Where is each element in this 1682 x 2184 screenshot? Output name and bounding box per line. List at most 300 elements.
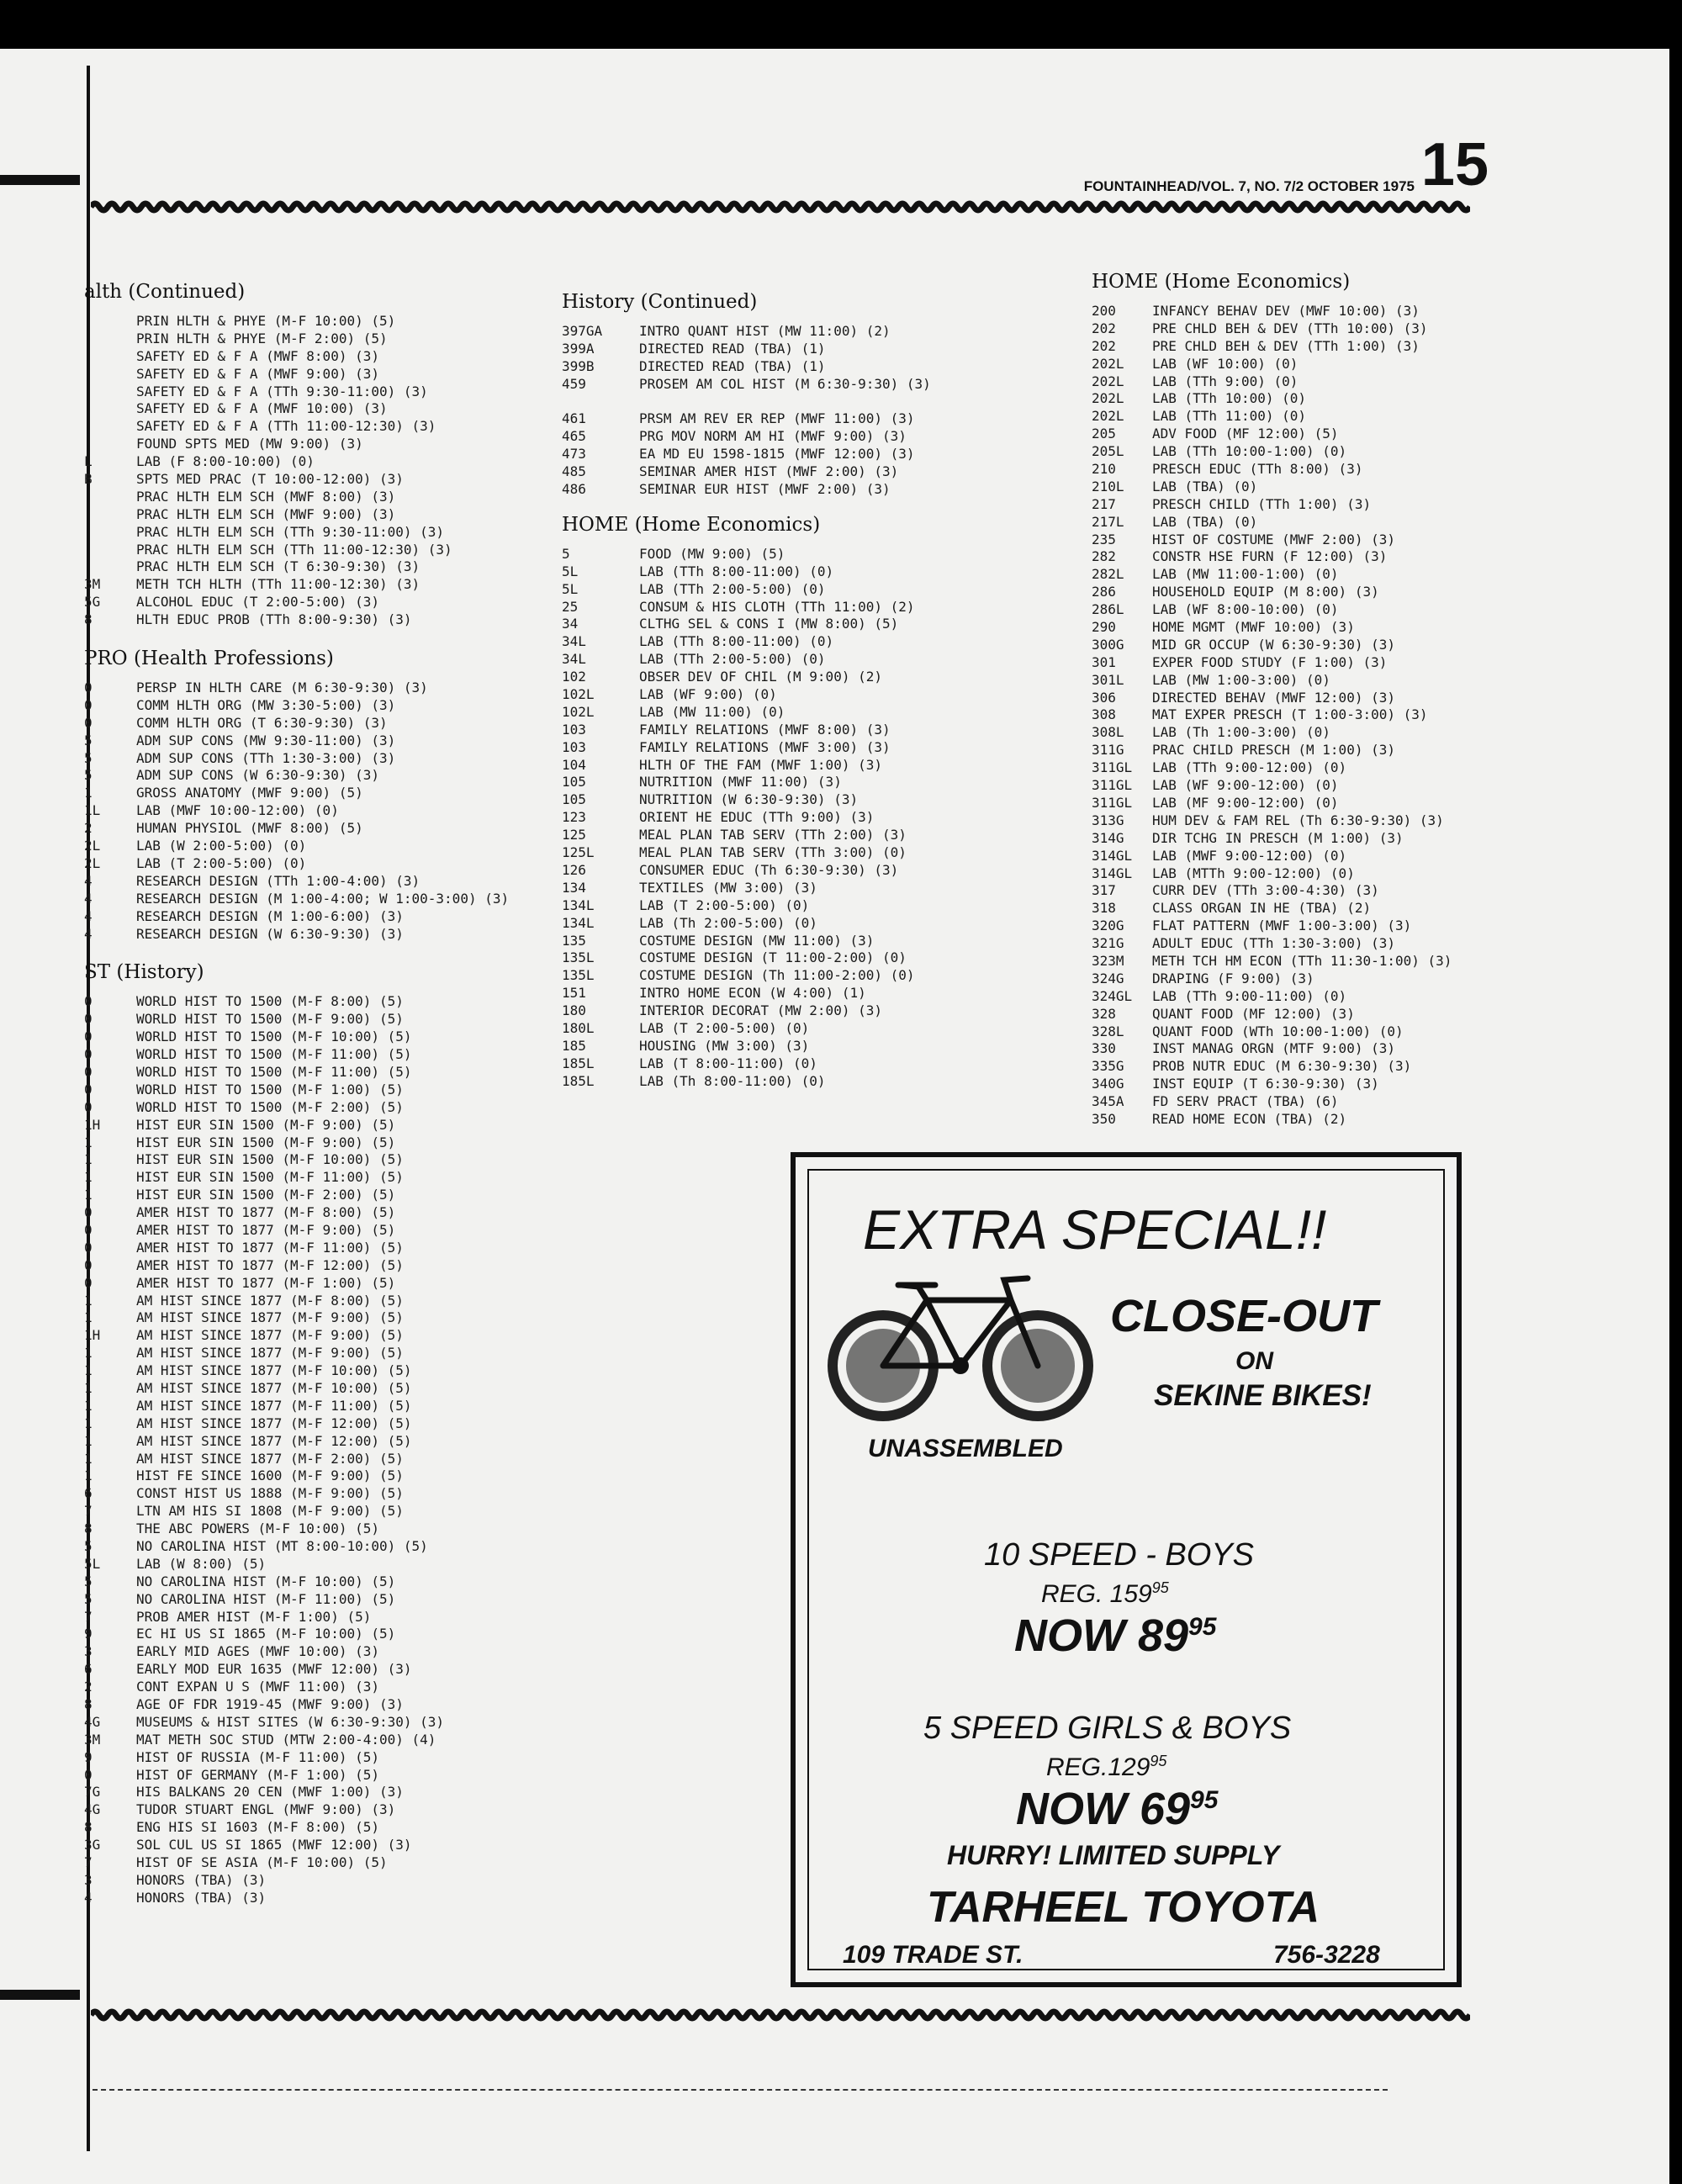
course-number: 0 xyxy=(84,1274,93,1291)
course-description: HONORS (TBA) (3) xyxy=(136,1871,267,1888)
course-description: LAB (TTh 10:00-1:00) (0) xyxy=(1152,443,1347,460)
course-row xyxy=(562,739,931,757)
course-number xyxy=(84,489,136,506)
course-description: QUANT FOOD (WTh 10:00-1:00) (0) xyxy=(1152,1023,1404,1039)
course-row xyxy=(84,1854,509,1872)
course-row xyxy=(562,933,931,950)
course-number: 311G xyxy=(1092,742,1124,759)
course-description: PRSM AM REV ER REP (MWF 11:00) (3) xyxy=(639,410,915,427)
course-number: 1 xyxy=(84,1151,93,1168)
course-number: 4G xyxy=(84,1713,101,1730)
course-description: EC HI US SI 1865 (M-F 10:00) (5) xyxy=(136,1626,396,1642)
course-description: ALCOHOL EDUC (T 2:00-5:00) (3) xyxy=(136,594,379,611)
course-description: LAB (MW 11:00-1:00) (0) xyxy=(1152,566,1339,583)
course-row xyxy=(1092,426,1452,443)
course-number xyxy=(84,348,136,366)
course-number: 323M xyxy=(1092,952,1124,969)
course-row xyxy=(84,453,509,471)
course-number: 5G xyxy=(84,594,101,611)
course-description: FOOD (MW 9:00) (5) xyxy=(639,545,785,562)
course-row xyxy=(84,1134,509,1152)
course-description: SEMINAR EUR HIST (MWF 2:00) (3) xyxy=(639,481,891,498)
course-row xyxy=(84,558,509,576)
course-description: RESEARCH DESIGN (W 6:30-9:30) (3) xyxy=(136,925,404,942)
course-description: CONSUMER EDUC (Th 6:30-9:30) (3) xyxy=(639,861,899,878)
course-description: AM HIST SINCE 1877 (M-F 12:00) (5) xyxy=(136,1415,412,1431)
course-number: 1 xyxy=(84,1450,93,1467)
course-row xyxy=(84,611,509,629)
course-number: 1 xyxy=(84,1415,93,1431)
course-number: 0 xyxy=(84,1011,93,1028)
course-description: AMER HIST TO 1877 (M-F 8:00) (5) xyxy=(136,1204,396,1221)
course-description: HIST EUR SIN 1500 (M-F 9:00) (5) xyxy=(136,1116,396,1133)
course-number: 0 xyxy=(84,696,93,713)
course-number: 1L xyxy=(84,802,101,819)
course-description: LAB (TTh 2:00-5:00) (0) xyxy=(639,580,826,597)
course-number: 4 xyxy=(84,890,93,907)
course-row xyxy=(1092,320,1452,338)
course-row xyxy=(562,616,931,633)
course-number: 1 xyxy=(84,1134,93,1150)
course-number: 5 xyxy=(84,1538,93,1554)
course-description: OBSER DEV OF CHIL (M 9:00) (2) xyxy=(639,669,882,685)
course-description: SAFETY ED & F A (MWF 10:00) (3) xyxy=(136,400,388,417)
left-dash-top xyxy=(0,175,80,185)
schedule-column xyxy=(562,291,931,1091)
course-row xyxy=(1092,917,1452,935)
course-row xyxy=(1092,935,1452,953)
course-number: 205L xyxy=(1092,443,1124,460)
course-row xyxy=(1092,566,1452,584)
course-description: COSTUME DESIGN (T 11:00-2:00) (0) xyxy=(639,949,907,966)
course-number: 1 xyxy=(84,1379,93,1396)
course-row xyxy=(1092,496,1452,514)
course-description: NUTRITION (MWF 11:00) (3) xyxy=(639,774,842,791)
course-description: HIST EUR SIN 1500 (M-F 10:00) (5) xyxy=(136,1151,404,1168)
course-description: PRAC HLTH ELM SCH (TTh 9:30-11:00) (3) xyxy=(136,523,445,540)
course-number: 8 xyxy=(84,1819,93,1836)
course-number: 0 xyxy=(84,1239,93,1256)
course-description: RESEARCH DESIGN (TTh 1:00-4:00) (3) xyxy=(136,872,420,889)
course-row xyxy=(1092,654,1452,672)
course-number: 102L xyxy=(562,703,595,720)
course-row xyxy=(84,820,509,838)
course-description: LAB (T 8:00-11:00) (0) xyxy=(639,1055,817,1071)
course-description: CLASS ORGAN IN HE (TBA) (2) xyxy=(1152,900,1372,917)
course-description: CONSTR HSE FURN (F 12:00) (3) xyxy=(1152,548,1388,565)
course-row xyxy=(84,715,509,732)
course-description: LAB (TBA) (0) xyxy=(1152,478,1258,494)
course-number: 1 xyxy=(84,1169,93,1186)
course-description: LAB (MF 9:00-12:00) (0) xyxy=(1152,794,1339,811)
course-row xyxy=(84,855,509,873)
course-description: CONST HIST US 1888 (M-F 9:00) (5) xyxy=(136,1485,404,1502)
course-number: 397GA xyxy=(562,323,603,339)
course-number: 202L xyxy=(1092,373,1124,389)
course-row xyxy=(1092,303,1452,320)
course-number xyxy=(84,558,136,576)
course-row xyxy=(562,358,931,376)
ad-address: 109 TRADE ST. xyxy=(843,1941,1023,1969)
course-description: ENG HIS SI 1603 (M-F 8:00) (5) xyxy=(136,1819,379,1836)
course-row xyxy=(84,1837,509,1854)
course-row xyxy=(84,1029,509,1046)
course-description: LAB (MW 1:00-3:00) (0) xyxy=(1152,671,1330,688)
course-number: 180L xyxy=(562,1019,595,1036)
course-row xyxy=(84,1749,509,1767)
course-description: PRAC HLTH ELM SCH (MWF 9:00) (3) xyxy=(136,505,396,522)
course-row xyxy=(562,669,931,686)
course-number: 8 xyxy=(84,611,93,628)
course-row xyxy=(84,1503,509,1520)
course-number: 135 xyxy=(562,932,586,949)
course-number: 0 xyxy=(84,1029,93,1045)
offer2-sale-price: NOW $69^{95}$ xyxy=(1016,1784,1219,1834)
course-number: 301 xyxy=(1092,653,1116,670)
course-number: 151 xyxy=(562,985,586,1002)
course-row xyxy=(1092,548,1452,566)
course-description: LTN AM HIS SI 1808 (M-F 9:00) (5) xyxy=(136,1503,404,1520)
course-number: 314GL xyxy=(1092,865,1133,881)
course-description: PRE CHLD BEH & DEV (TTh 1:00) (3) xyxy=(1152,337,1420,354)
course-description: PRESCH CHILD (TTh 1:00) (3) xyxy=(1152,495,1372,512)
page-number: 15 xyxy=(1420,131,1489,198)
course-row xyxy=(1092,1111,1452,1129)
course-description: LAB (TTh 9:00) (0) xyxy=(1152,373,1299,389)
course-description: LAB (TTh 11:00) (0) xyxy=(1152,408,1307,425)
course-row xyxy=(84,1556,509,1573)
course-description: AMER HIST TO 1877 (M-F 9:00) (5) xyxy=(136,1221,396,1238)
course-number: 306 xyxy=(1092,689,1116,706)
course-number: 486 xyxy=(562,481,586,498)
course-number: 2 xyxy=(84,820,93,837)
course-description: AM HIST SINCE 1877 (M-F 2:00) (5) xyxy=(136,1450,404,1467)
course-row xyxy=(84,908,509,926)
course-row xyxy=(562,428,931,446)
course-row xyxy=(1092,742,1452,759)
course-row xyxy=(84,1732,509,1749)
course-number: 3 xyxy=(84,1643,93,1660)
course-description: PRAC HLTH ELM SCH (TTh 11:00-12:30) (3) xyxy=(136,541,452,558)
course-number: 311GL xyxy=(1092,777,1133,794)
course-number: 286L xyxy=(1092,601,1124,618)
course-number: 202L xyxy=(1092,355,1124,372)
course-number: 5L xyxy=(562,580,579,597)
course-description: QUANT FOOD (MF 12:00) (3) xyxy=(1152,1005,1355,1022)
course-row xyxy=(562,563,931,581)
course-number: 202 xyxy=(1092,337,1116,354)
course-description: HIST EUR SIN 1500 (M-F 11:00) (5) xyxy=(136,1169,404,1186)
course-row xyxy=(84,873,509,891)
course-description: AM HIST SINCE 1877 (M-F 10:00) (5) xyxy=(136,1362,412,1379)
course-row xyxy=(84,506,509,524)
course-number: 5 xyxy=(562,545,570,562)
course-number: 1 xyxy=(84,1292,93,1309)
course-description: HIST EUR SIN 1500 (M-F 9:00) (5) xyxy=(136,1134,396,1150)
ad-phone: 756-3228 xyxy=(1273,1941,1380,1969)
course-number: 485 xyxy=(562,463,586,480)
course-row xyxy=(84,767,509,785)
course-number: 0 xyxy=(84,1081,93,1097)
course-description: RESEARCH DESIGN (M 1:00-6:00) (3) xyxy=(136,907,404,924)
course-description: AM HIST SINCE 1877 (M-F 9:00) (5) xyxy=(136,1345,404,1362)
course-number: 0 xyxy=(84,1046,93,1063)
course-number: 4 xyxy=(84,925,93,942)
course-description: METH TCH HLTH (TTh 11:00-12:30) (3) xyxy=(136,576,420,593)
course-number: 311GL xyxy=(1092,759,1133,776)
course-number: 134 xyxy=(562,879,586,896)
course-row xyxy=(84,1398,509,1415)
course-row xyxy=(562,827,931,844)
course-description: HUMAN PHYSIOL (MWF 8:00) (5) xyxy=(136,820,363,837)
course-description: SPTS MED PRAC (T 10:00-12:00) (3) xyxy=(136,471,404,488)
course-description: DIRECTED BEHAV (MWF 12:00) (3) xyxy=(1152,689,1395,706)
course-number: 4G xyxy=(84,1801,101,1818)
course-row xyxy=(562,376,931,394)
course-description: LAB (TBA) (0) xyxy=(1152,513,1258,530)
course-number xyxy=(84,383,136,401)
course-number xyxy=(84,436,136,453)
course-description: INTRO HOME ECON (W 4:00) (1) xyxy=(639,985,866,1002)
course-number: 0 xyxy=(84,1221,93,1238)
course-row xyxy=(84,331,509,348)
course-row xyxy=(84,1609,509,1626)
course-description: PROSEM AM COL HIST (M 6:30-9:30) (3) xyxy=(639,375,931,392)
course-number: 0 xyxy=(84,714,93,731)
left-dash-bottom xyxy=(0,1990,80,2000)
course-row xyxy=(1092,479,1452,496)
course-row xyxy=(1092,759,1452,777)
course-row xyxy=(562,774,931,791)
offer1-regular-price: REG. $159^{95}$ xyxy=(1041,1579,1169,1608)
course-description: PROB AMER HIST (M-F 1:00) (5) xyxy=(136,1608,372,1625)
course-row xyxy=(1092,338,1452,356)
course-description: COSTUME DESIGN (MW 11:00) (3) xyxy=(639,932,875,949)
course-description: INTERIOR DECORAT (MW 2:00) (3) xyxy=(639,1002,882,1019)
course-number: 185L xyxy=(562,1072,595,1089)
course-row xyxy=(84,1801,509,1819)
course-number xyxy=(84,366,136,383)
course-row xyxy=(84,1064,509,1081)
course-description: CLTHG SEL & CONS I (MW 8:00) (5) xyxy=(639,616,899,632)
course-description: HLTH OF THE FAM (MWF 1:00) (3) xyxy=(639,756,882,773)
course-description: DIRECTED READ (TBA) (1) xyxy=(639,357,826,374)
course-description: AM HIST SINCE 1877 (M-F 11:00) (5) xyxy=(136,1397,412,1414)
course-row xyxy=(84,1151,509,1169)
course-number: 202L xyxy=(1092,390,1124,407)
course-number: 345A xyxy=(1092,1093,1124,1110)
course-description: WORLD HIST TO 1500 (M-F 1:00) (5) xyxy=(136,1081,404,1097)
course-number: 103 xyxy=(562,721,586,738)
course-row xyxy=(84,1890,509,1907)
course-number: 34 xyxy=(562,616,579,632)
section-title: alth (Continued) xyxy=(84,281,246,303)
course-description: PRE CHLD BEH & DEV (TTh 10:00) (3) xyxy=(1152,320,1428,336)
course-row xyxy=(84,1362,509,1380)
course-description: TUDOR STUART ENGL (MWF 9:00) (3) xyxy=(136,1801,396,1818)
course-row xyxy=(84,1643,509,1661)
course-number: 9 xyxy=(84,1626,93,1642)
course-number: 202L xyxy=(1092,408,1124,425)
course-description: HOUSEHOLD EQUIP (M 8:00) (3) xyxy=(1152,584,1379,600)
course-row xyxy=(84,1415,509,1433)
course-number: 185 xyxy=(562,1037,586,1054)
course-row xyxy=(84,1573,509,1591)
course-description: LAB (TTh 9:00-12:00) (0) xyxy=(1152,759,1347,776)
course-number: 2 xyxy=(84,1679,93,1695)
course-number: 3M xyxy=(84,576,101,593)
course-number: 308 xyxy=(1092,706,1116,723)
ad-closeout: CLOSE-OUT xyxy=(1110,1291,1378,1341)
course-number: 286 xyxy=(1092,584,1116,600)
course-number: 282L xyxy=(1092,566,1124,583)
course-description: PRAC CHILD PRESCH (M 1:00) (3) xyxy=(1152,742,1395,759)
course-description: LAB (MW 11:00) (0) xyxy=(639,703,785,720)
course-number: 3G xyxy=(84,1837,101,1853)
course-row xyxy=(562,897,931,915)
course-description: WORLD HIST TO 1500 (M-F 8:00) (5) xyxy=(136,993,404,1010)
course-description: HIST OF SE ASIA (M-F 10:00) (5) xyxy=(136,1854,388,1871)
schedule-column xyxy=(84,281,509,1907)
course-number xyxy=(84,400,136,418)
course-description: AMER HIST TO 1877 (M-F 1:00) (5) xyxy=(136,1274,396,1291)
course-number: 7G xyxy=(84,1784,101,1801)
course-row xyxy=(84,1345,509,1362)
course-number xyxy=(84,418,136,436)
course-description: FD SERV PRACT (TBA) (6) xyxy=(1152,1093,1339,1110)
course-row xyxy=(1092,706,1452,724)
course-row xyxy=(84,524,509,542)
course-description: WORLD HIST TO 1500 (M-F 2:00) (5) xyxy=(136,1098,404,1115)
course-description: LAB (TTh 9:00-11:00) (0) xyxy=(1152,987,1347,1004)
course-number: 7 xyxy=(84,1503,93,1520)
course-row xyxy=(1092,356,1452,373)
course-number: 205 xyxy=(1092,426,1116,442)
course-description: MID GR OCCUP (W 6:30-9:30) (3) xyxy=(1152,636,1395,653)
course-row xyxy=(84,418,509,436)
ad-brand-line: SEKINE BIKES! xyxy=(1154,1379,1372,1412)
course-description: FOUND SPTS MED (MW 9:00) (3) xyxy=(136,436,363,452)
course-row xyxy=(562,1073,931,1091)
course-row xyxy=(84,785,509,802)
course-number: 0 xyxy=(84,1063,93,1080)
course-number: 4 xyxy=(84,907,93,924)
course-number: 217L xyxy=(1092,513,1124,530)
offer1-title: 10 SPEED - BOYS xyxy=(984,1537,1255,1573)
course-description: LAB (T 2:00-5:00) (0) xyxy=(639,896,810,913)
course-description: SAFETY ED & F A (MWF 9:00) (3) xyxy=(136,365,379,382)
course-number: 1H xyxy=(84,1116,101,1133)
course-row xyxy=(1092,1040,1452,1058)
course-number: 9 xyxy=(84,1748,93,1765)
course-description: MAT EXPER PRESCH (T 1:00-3:00) (3) xyxy=(1152,706,1428,723)
course-row xyxy=(84,1819,509,1837)
course-row xyxy=(84,697,509,715)
course-row xyxy=(1092,1093,1452,1111)
course-row xyxy=(84,1520,509,1538)
course-row xyxy=(84,1169,509,1187)
course-row xyxy=(562,341,931,358)
course-number: 473 xyxy=(562,446,586,463)
course-row xyxy=(562,915,931,933)
course-number: 3 xyxy=(84,1871,93,1888)
course-number: 328 xyxy=(1092,1005,1116,1022)
course-description: ADULT EDUC (TTh 1:30-3:00) (3) xyxy=(1152,935,1395,952)
course-description: METH TCH HM ECON (TTh 11:30-1:00) (3) xyxy=(1152,952,1452,969)
course-number: 399A xyxy=(562,340,595,357)
course-number: 0 xyxy=(84,993,93,1010)
course-number: 135L xyxy=(562,967,595,984)
course-description: HIST FE SINCE 1600 (M-F 9:00) (5) xyxy=(136,1467,404,1484)
schedule-column xyxy=(1092,271,1452,1129)
course-number: 324GL xyxy=(1092,987,1133,1004)
section-title: HOME (Home Economics) xyxy=(1092,271,1351,293)
course-description: DIRECTED READ (TBA) (1) xyxy=(639,340,826,357)
section-title: PRO (Health Professions) xyxy=(84,648,334,670)
course-description: EARLY MID AGES (MWF 10:00) (3) xyxy=(136,1643,379,1660)
course-description: AM HIST SINCE 1877 (M-F 12:00) (5) xyxy=(136,1432,412,1449)
course-number: 102L xyxy=(562,686,595,703)
course-description: LAB (WF 9:00-12:00) (0) xyxy=(1152,777,1339,794)
course-description: LAB (MWF 10:00-12:00) (0) xyxy=(136,802,339,819)
course-row xyxy=(84,1451,509,1468)
course-description: INFANCY BEHAV DEV (MWF 10:00) (3) xyxy=(1152,303,1420,319)
course-number: 210 xyxy=(1092,461,1116,478)
header-wavy-rule xyxy=(91,198,1470,215)
course-row xyxy=(84,1626,509,1643)
course-description: RESEARCH DESIGN (M 1:00-4:00; W 1:00-3:00) (3) xyxy=(136,890,510,907)
course-description: EA MD EU 1598-1815 (MWF 12:00) (3) xyxy=(639,446,915,463)
course-number xyxy=(562,394,639,411)
course-description: MEAL PLAN TAB SERV (TTh 2:00) (3) xyxy=(639,827,907,843)
course-row xyxy=(84,366,509,383)
course-number xyxy=(84,506,136,524)
course-description: LAB (WF 9:00) (0) xyxy=(639,686,777,703)
course-row xyxy=(84,576,509,594)
course-description: WORLD HIST TO 1500 (M-F 10:00) (5) xyxy=(136,1029,412,1045)
course-description: HLTH EDUC PROB (TTh 8:00-9:30) (3) xyxy=(136,611,412,628)
course-description: ADM SUP CONS (MW 9:30-11:00) (3) xyxy=(136,732,396,748)
course-row xyxy=(84,993,509,1011)
section-title: History (Continued) xyxy=(562,291,758,313)
course-row xyxy=(562,704,931,722)
course-number: 1H xyxy=(84,1327,101,1344)
course-description: ADM SUP CONS (W 6:30-9:30) (3) xyxy=(136,767,379,784)
course-description: AGE OF FDR 1919-45 (MWF 9:00) (3) xyxy=(136,1696,404,1713)
course-number: 1 xyxy=(84,785,93,801)
course-description: ADV FOOD (MF 12:00) (5) xyxy=(1152,426,1339,442)
course-row xyxy=(1092,900,1452,917)
course-number: 324G xyxy=(1092,970,1124,986)
course-description: HUM DEV & FAM REL (Th 6:30-9:30) (3) xyxy=(1152,812,1444,828)
course-description: COMM HLTH ORG (MW 3:30-5:00) (3) xyxy=(136,696,396,713)
course-number xyxy=(84,331,136,348)
course-number: 350 xyxy=(1092,1110,1116,1127)
course-row xyxy=(84,1591,509,1609)
course-description: HIST OF GERMANY (M-F 1:00) (5) xyxy=(136,1766,379,1783)
course-row xyxy=(1092,584,1452,601)
section-title: HOME (Home Economics) xyxy=(562,513,821,536)
course-row xyxy=(84,1679,509,1696)
course-number: 105 xyxy=(562,791,586,808)
course-number: 105 xyxy=(562,774,586,791)
course-number: 314GL xyxy=(1092,847,1133,864)
course-row xyxy=(84,400,509,418)
course-description: LAB (Th 8:00-11:00) (0) xyxy=(639,1072,826,1089)
course-description: PRAC HLTH ELM SCH (MWF 8:00) (3) xyxy=(136,488,396,505)
course-row xyxy=(1092,619,1452,637)
course-row xyxy=(84,1467,509,1485)
